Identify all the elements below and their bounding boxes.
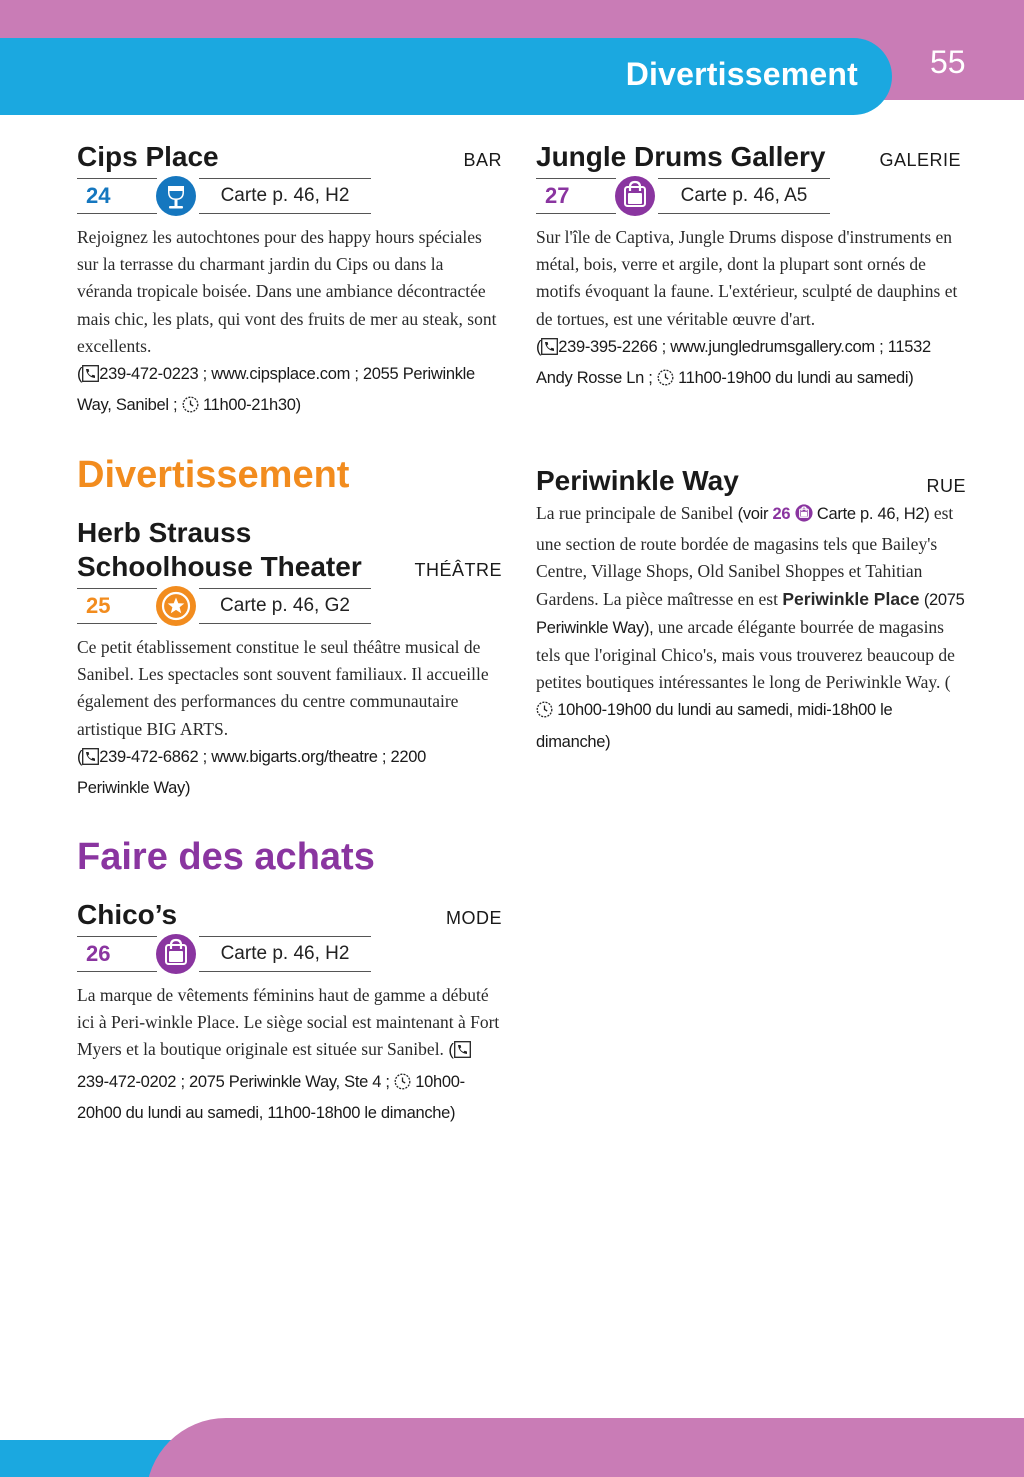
entry-category: RUE	[926, 476, 966, 496]
place-address: (2075 Periwinkle Way),	[536, 590, 965, 637]
entry-name-line-2: Schoolhouse Theater	[77, 551, 362, 582]
entry-category: MODE	[446, 908, 502, 928]
shopping-bag-icon	[614, 175, 656, 217]
entry-name: Cips Place	[77, 141, 219, 172]
opening-hours: 11h00-19h00 du lundi au samedi)	[678, 369, 914, 388]
entry-category: GALERIE	[879, 150, 961, 170]
description-text: La rue principale de Sanibel	[536, 503, 738, 523]
entry-name: Periwinkle Way	[536, 465, 739, 496]
entry-description	[536, 224, 961, 395]
entry-details: ; www.jungledrumsgallery.com ; 11532 Andy Rosse Ln ;	[536, 337, 931, 388]
entry-description	[77, 224, 502, 422]
section-title-entertainment: Divertissement	[77, 454, 350, 496]
entry-name: Jungle Drums Gallery	[536, 141, 826, 172]
entry-description	[77, 982, 502, 1127]
clock-icon	[394, 1072, 411, 1099]
description-text: La marque de vêtements féminins haut de gamme a débuté ici à Peri-winkle Place. Le siège social est maintenant à Fort Myers et la boutique originale est située sur Sanibel.	[77, 985, 500, 1060]
clock-icon	[657, 368, 674, 395]
entry-description	[536, 500, 966, 756]
entry-jungle-drums-gallery	[536, 140, 961, 395]
page-section-title: Divertissement	[625, 56, 858, 92]
entry-description	[77, 634, 502, 802]
entry-info: (239-472-0202 ; 2075 Periwinkle Way, Ste 4 ; 10h00-20h00 du lundi au samedi, 11h00-18h00 le dimanche)	[77, 1041, 471, 1121]
phone-number: 239-472-6862	[99, 747, 199, 766]
entry-number: 25	[77, 588, 157, 624]
description-text: Rejoignez les autochtones pour des happy hours spéciales sur la terrasse du charmant jardin du Cips ou dans la véranda tropicale boisée. Dans une ambiance décontractée mais chic, les plats, qui vont des fruits de mer au steak, sont excellents.	[77, 227, 497, 356]
footer-pink-band	[146, 1418, 1024, 1477]
entry-category: BAR	[463, 150, 502, 170]
clock-icon	[536, 700, 553, 727]
wine-glass-icon	[155, 175, 197, 217]
entry-category: THÉÂTRE	[414, 560, 502, 580]
map-location: Carte p. 46, A5	[658, 178, 830, 214]
phone-number: 239-395-2266	[558, 337, 658, 356]
entry-info: ( 239-472-0223 ; www.cipsplace.com ; 2055 Periwinkle Way, Sanibel ; 11h00-21h30)	[77, 365, 475, 414]
map-reference	[536, 178, 961, 216]
entry-number: 26	[77, 936, 157, 972]
map-reference	[77, 178, 502, 216]
map-reference	[77, 936, 502, 974]
shopping-bag-icon	[795, 504, 813, 531]
phone-icon	[541, 337, 558, 364]
entry-details: ; www.cipsplace.com ; 2055 Periwinkle Way, Sanibel ;	[77, 365, 475, 415]
see-map: Carte p. 46, H2)	[812, 505, 930, 523]
phone-icon	[454, 1040, 471, 1067]
map-location: Carte p. 46, H2	[199, 936, 371, 972]
see-reference	[738, 505, 930, 523]
entry-periwinkle-way	[536, 464, 966, 756]
entry-info	[536, 701, 892, 750]
phone-icon	[82, 364, 99, 391]
entry-details: ; 2075 Periwinkle Way, Ste 4 ;	[176, 1072, 394, 1091]
entry-herb-strauss-theater	[77, 516, 502, 802]
see-label: (voir	[737, 505, 773, 523]
opening-hours: 10h00-19h00 du lundi au samedi, midi-18h00 le dimanche)	[536, 701, 893, 751]
description-text: Ce petit établissement constitue le seul théâtre musical de Sanibel. Les spectacles sont souvent familiaux. Il accueille également des performances du centre communautaire artistique BIG ARTS.	[77, 637, 489, 739]
entry-number: 27	[536, 178, 616, 214]
entry-name: Chico’s	[77, 899, 178, 930]
phone-number: 239-472-0223	[99, 365, 199, 384]
map-location: Carte p. 46, G2	[199, 588, 371, 624]
phone-number: 239-472-0202	[77, 1072, 177, 1091]
star-icon	[155, 585, 197, 627]
description-text-2: est une section de route bordée de magasins tels que Bailey's Centre, Village Shops, Old Sanibel Shoppes et Tahitian Gardens. La pièce maîtresse en est	[536, 503, 954, 609]
entry-info: ( 239-395-2266 ; www.jungledrumsgallery.com ; 11532 Andy Rosse Ln ; 11h00-19h00 du lundi au samedi)	[536, 338, 931, 387]
see-number: 26	[772, 505, 791, 523]
shopping-bag-icon	[155, 933, 197, 975]
description-text: Sur l'île de Captiva, Jungle Drums dispose d'instruments en métal, bois, verre et argile, dont la plupart sont ornés de motifs évoquant la faune. L'extérieur, sculpté de dauphins et de tortues, est une véritable œuvre d'art.	[536, 227, 958, 329]
entry-number: 24	[77, 178, 157, 214]
entry-chicos	[77, 898, 502, 1127]
map-reference	[77, 588, 502, 626]
place-name: Periwinkle Place	[782, 588, 920, 609]
clock-icon	[182, 395, 199, 422]
entry-info: ( 239-472-6862 ; www.bigarts.org/theatre ; 2200 Periwinkle Way)	[77, 747, 427, 798]
description-text-3: une arcade élégante bourrée de magasins tels que l'original Chico's, mais vous trouverez beaucoup de petites boutiques intéressantes le long de Periwinkle Way. (	[536, 616, 955, 693]
phone-icon	[82, 747, 99, 774]
opening-hours: 11h00-21h30)	[202, 396, 301, 415]
section-title-shopping: Faire des achats	[77, 836, 375, 878]
opening-hours: 10h00-20h00 du lundi au samedi, 11h00-18h00 le dimanche)	[77, 1072, 465, 1122]
entry-name-line-1: Herb Strauss	[77, 517, 252, 548]
page-number: 55	[930, 44, 966, 80]
map-location: Carte p. 46, H2	[199, 178, 371, 214]
entry-cips-place	[77, 140, 502, 422]
entry-details: ; www.bigarts.org/theatre ; 2200 Periwinkle Way)	[77, 747, 427, 798]
